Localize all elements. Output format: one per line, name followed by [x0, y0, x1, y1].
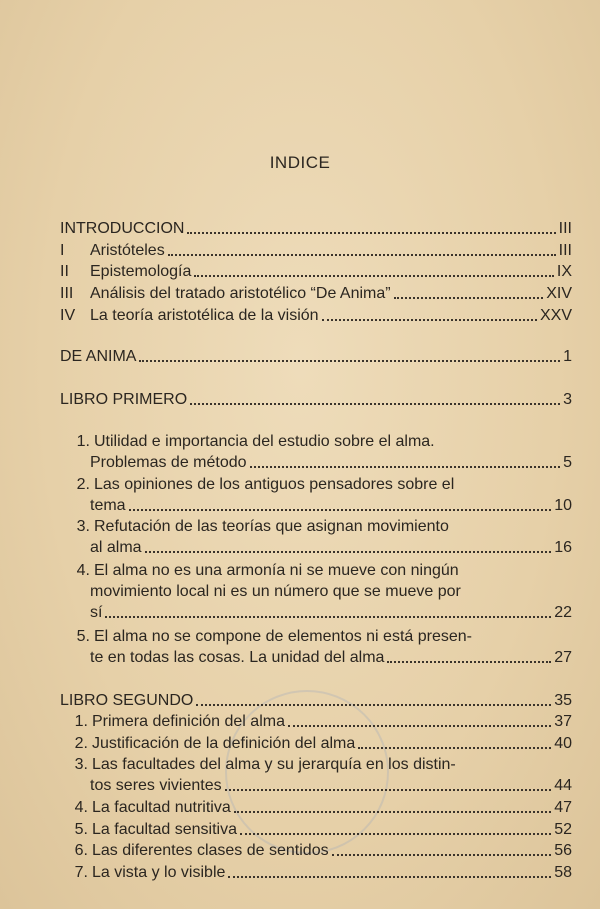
toc-entry-intro-3: III Análisis del tratado aristotélico “De Anima” XIV	[60, 285, 572, 302]
toc-entry-libro-segundo: LIBRO SEGUNDO 35	[60, 692, 572, 709]
toc-entry-l2-3: 3. Las facultades del alma y su jerarquía en los distin- tos seres vivientes 44	[74, 756, 572, 794]
toc-entry-l1-1: 1. Utilidad e importancia del estudio sobre el alma. Problemas de método 5	[76, 433, 572, 471]
toc-entry-l2-1: 1. Primera definición del alma 37	[74, 713, 572, 730]
page-title: INDICE	[269, 153, 331, 172]
toc-entry-de-anima: DE ANIMA 1	[60, 348, 572, 365]
toc-entry-l2-6: 6. Las diferentes clases de sentidos 56	[74, 842, 572, 859]
toc-entry-l1-2: 2. Las opiniones de los antiguos pensadores sobre el tema 10	[76, 476, 572, 514]
toc-entry-l1-5: 5. El alma no se compone de elementos ni está presen- te en todas las cosas. La unidad del alma 27	[76, 628, 572, 666]
toc-entry-l1-3: 3. Refutación de las teorías que asignan movimiento al alma 16	[76, 518, 572, 556]
toc-entry-intro-1: I Aristóteles III	[60, 242, 572, 259]
toc-entry-l2-7: 7. La vista y lo visible 58	[74, 864, 572, 881]
toc-entry-l2-2: 2. Justificación de la definición del alma 40	[74, 735, 572, 752]
toc-entry-intro-4: IV La teoría aristotélica de la visión XXV	[60, 307, 572, 324]
toc-entry-l2-4: 4. La facultad nutritiva 47	[74, 799, 572, 816]
toc-entry-l1-4: 4. El alma no es una armonía ni se mueve con ningún movimiento local ni es un número que se mueve por sí 22	[76, 562, 572, 621]
toc-entry-libro-primero: LIBRO PRIMERO 3	[60, 391, 572, 408]
toc-entry-intro-2: II Epistemología IX	[60, 263, 572, 280]
toc-entry-introduccion: INTRODUCCION III	[60, 220, 572, 237]
toc-entry-l2-5: 5. La facultad sensitiva 52	[74, 821, 572, 838]
